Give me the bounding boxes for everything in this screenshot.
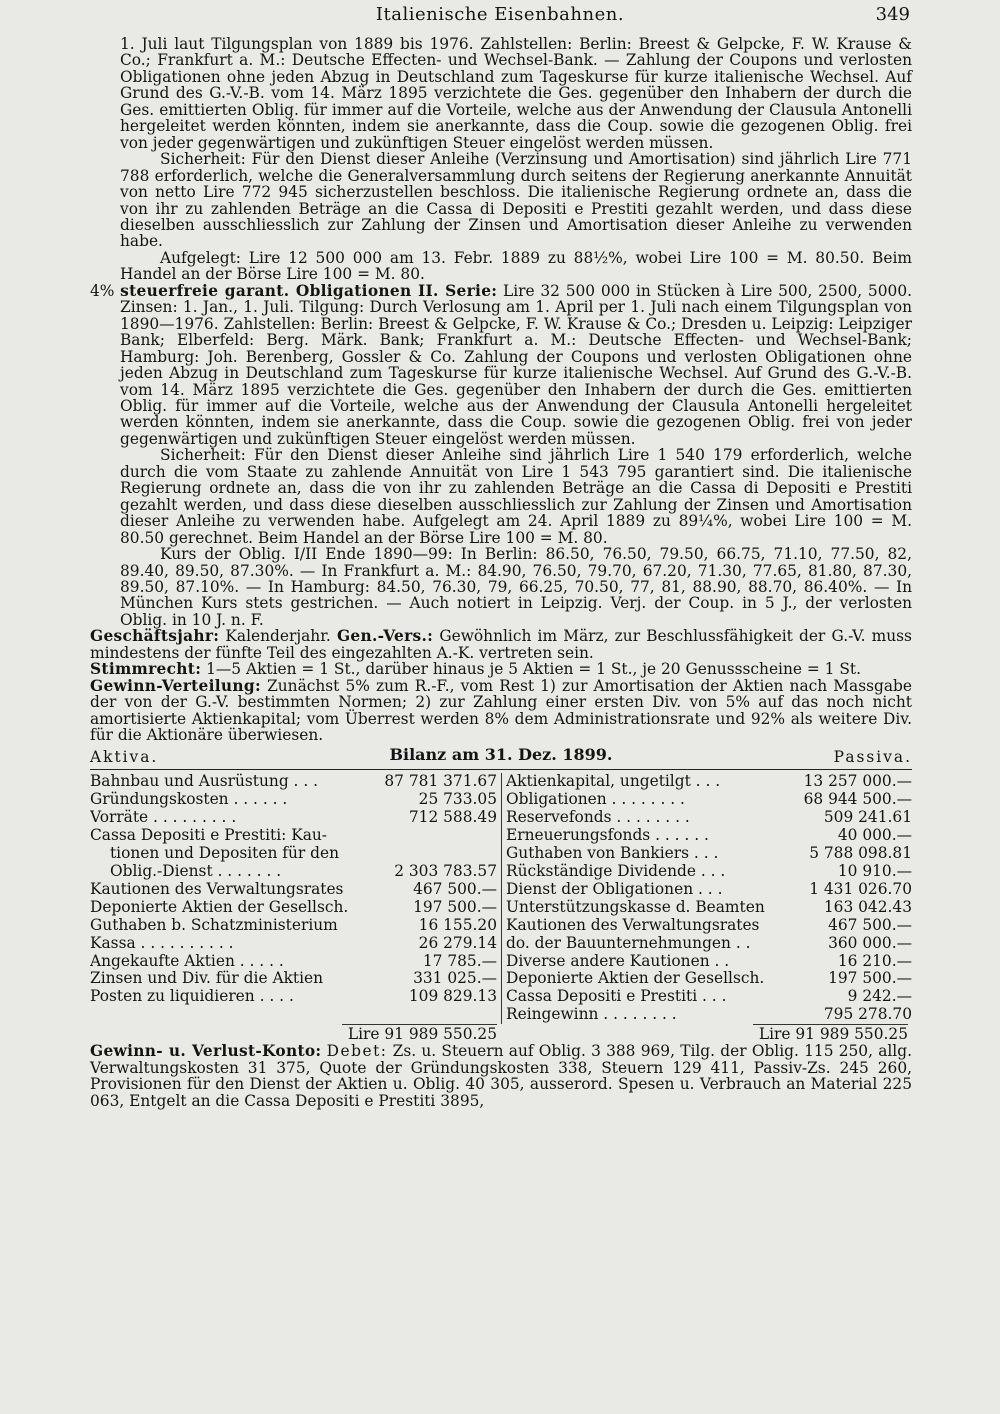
aktiva-row bbox=[90, 845, 497, 863]
gen-vers-heading: Gen.-Vers.: bbox=[336, 627, 434, 646]
aktiva-row bbox=[90, 899, 497, 917]
passiva-row-label: Diverse andere Kautionen . . bbox=[506, 952, 730, 970]
gewinn-verteilung-heading: Gewinn-Verteilung: bbox=[90, 676, 261, 695]
passiva-row-amount: 467 500.— bbox=[828, 915, 912, 934]
aktiva-row-label: Kassa . . . . . . . . . . bbox=[90, 934, 234, 952]
paragraph-zahlstellen: 1. Juli laut Tilgungsplan von 1889 bis 1976. Zahlstellen: Berlin: Breest & Gelpcke, F. W. Krause & Co.; Frankfurt a. M.: Deutsche Effecten- und Wechsel-Bank. — Zahlung der Coupons und verlosten Obligationen ohne jeden Abzug in Deutschland zum Tageskurse für kurze italienische Wechsel. Auf Grund des G.-V.-B. vom 14. März 1895 verzichtete die Ges. gegenüber den Inhabern der durch die Ges. emittierten Oblig. für immer auf die Vorteile, welche aus der Anwendung der Clausula Antonelli hergeleitet werden könnten, indem sie anerkannte, dass die Coup. sowie die gezogenen Oblig. frei von jeder gegenwärtigen und zukünftigen Steuer eingelöst werden müssen. bbox=[120, 35, 912, 152]
bilanz-totals bbox=[90, 1024, 912, 1043]
bilanz-title: Bilanz am 31. Dez. 1899. bbox=[389, 745, 613, 765]
passiva-row-label: Guthaben von Bankiers . . . bbox=[506, 845, 719, 863]
aktiva-total: Lire 91 989 550.25 bbox=[342, 1024, 497, 1043]
passiva-row bbox=[506, 791, 912, 809]
passiva-row-label: Kautionen des Verwaltungsrates bbox=[506, 916, 760, 934]
aktiva-row-label: Zinsen und Div. für die Aktien bbox=[90, 970, 324, 988]
passiva-label: Passiva. bbox=[833, 748, 912, 767]
aktiva-row-label: Angekaufte Aktien . . . . . bbox=[90, 952, 284, 970]
passiva-row-amount: 163 042.43 bbox=[823, 897, 912, 916]
bilanz-table bbox=[90, 773, 912, 1024]
paragraph-kurs: Kurs der Oblig. I/II Ende 1890—99: In Berlin: 86.50, 76.50, 79.50, 66.75, 71.10, 77.50, 82, 89.40, 89.50, 87.30%. — In Frankfurt a. M.: 84.90, 76.50, 79.70, 67.20, 71.30, 77.65, 81.80, 87.30, 89.50, 87.10%. — In Hamburg: 84.50, 76.30, 79, 66.25, 70.50, 77, 81, 88.90, 88.70, 86.40%. — In München Kurs stets gestrichen. — Auch notiert in Leipzig. Verj. der Coup. in 5 J., der verlosten Oblig. in 10 J. n. F. bbox=[120, 545, 912, 629]
aktiva-row bbox=[90, 827, 497, 845]
passiva-row-label: Aktienkapital, ungetilgt . . . bbox=[506, 773, 721, 791]
paragraph-aufgelegt-1: Aufgelegt: Lire 12 500 000 am 13. Febr. 1889 zu 88½%, wobei Lire 100 = M. 80.50. Beim Handel an der Börse Lire 100 = M. 80. bbox=[120, 248, 912, 284]
passiva-row-amount: 360 000.— bbox=[828, 933, 912, 952]
aktiva-row bbox=[90, 791, 497, 809]
stimmrecht-heading: Stimmrecht: bbox=[90, 660, 202, 679]
aktiva-row bbox=[90, 970, 497, 988]
passiva-row bbox=[506, 845, 912, 863]
passiva-row bbox=[506, 970, 912, 988]
aktiva-row-amount bbox=[397, 827, 497, 845]
aktiva-row-amount: 197 500.— bbox=[413, 897, 497, 916]
paragraph-sicherheit-1: Sicherheit: Für den Dienst dieser Anleihe (Verzinsung und Amortisation) sind jährlich Lire 771 788 erforderlich, welche die Generalversammlung durch seitens der Regierung anerkannte Annuität von netto Lire 772 945 sicherzustellen beschloss. Die italienische Regierung ordnete an, dass die von ihr zu zahlenden Beträge an die Cassa di Depositi e Prestiti gezahlt werden, und dass diese dieselben ausschliesslich zur Zahlung der Zinsen und Amortisation dieser Anleihe zu verwenden habe. bbox=[120, 150, 912, 251]
passiva-row-label: Rückständige Dividende . . . bbox=[506, 863, 726, 881]
aktiva-row bbox=[90, 863, 497, 881]
gewinn-verlust-heading: Gewinn- u. Verlust-Konto: bbox=[90, 1042, 322, 1061]
aktiva-column bbox=[90, 773, 502, 1024]
geschaeftsjahr-heading: Geschäftsjahr: bbox=[90, 627, 220, 646]
passiva-row-label: Dienst der Obligationen . . . bbox=[506, 880, 723, 898]
aktiva-row-label: Cassa Depositi e Prestiti: Kau- bbox=[90, 827, 327, 845]
aktiva-row bbox=[90, 917, 497, 935]
aktiva-row-amount: 87 781 371.67 bbox=[384, 772, 497, 791]
passiva-row-amount: 9 242.— bbox=[847, 987, 912, 1006]
passiva-row-amount: 16 210.— bbox=[837, 951, 912, 970]
gewinn-verlust-body: Zs. u. Steuern auf Oblig. 3 388 969, Tilg. der Oblig. 115 250, allg. Verwaltungskosten 31 375, Quote der Gründungskosten 338, Steuern 129 411, Passiv-Zs. 245 260, Provisionen für den Dienst der Aktien u. Oblig. 40 305, ausserord. Spesen u. Verbrauch an Material 225 063, Entgelt an die Cassa Depositi e Prestiti 3895, bbox=[90, 1042, 912, 1110]
passiva-row-label: Unterstützungskasse d. Beamten bbox=[506, 898, 765, 916]
aktiva-row-label: Gründungskosten . . . . . . bbox=[90, 791, 288, 809]
aktiva-row-label: Bahnbau und Ausrüstung . . . bbox=[90, 773, 319, 791]
debet-label: Debet: bbox=[326, 1042, 388, 1061]
aktiva-row-amount: 331 025.— bbox=[413, 969, 497, 988]
paragraph-stimmrecht bbox=[90, 661, 912, 677]
passiva-row-amount: 13 257 000.— bbox=[803, 772, 912, 791]
passiva-row-amount: 10 910.— bbox=[837, 862, 912, 881]
aktiva-row bbox=[90, 953, 497, 971]
aktiva-row-amount: 109 829.13 bbox=[408, 987, 497, 1006]
passiva-row-label: Cassa Depositi e Prestiti . . . bbox=[506, 988, 727, 1006]
page-number: 349 bbox=[875, 4, 910, 25]
passiva-row-amount: 795 278.70 bbox=[823, 1005, 912, 1024]
aktiva-row-label: Deponierte Aktien der Gesellsch. bbox=[90, 898, 349, 916]
passiva-row-label: Erneuerungsfonds . . . . . . bbox=[506, 827, 709, 845]
passiva-column bbox=[502, 773, 912, 1024]
passiva-row bbox=[506, 773, 912, 791]
aktiva-row bbox=[90, 988, 497, 1006]
geschaeftsjahr-value: Kalenderjahr. bbox=[225, 627, 331, 646]
gen-vers-body: Gewöhnlich im März, zur Beschlussfähigkeit der G.-V. muss mindestens der fünfte Teil des eingezahlten A.-K. vertreten sein. bbox=[90, 627, 912, 662]
passiva-row-label: Obligationen . . . . . . . . bbox=[506, 791, 685, 809]
obligationen-body: Lire 32 500 000 in Stücken à Lire 500, 2500, 5000. Zinsen: 1. Jan., 1. Juli. Tilgung: Durch Verlosung am 1. April per 1. Juli nach einem Tilgungsplan von 1890—1976. Zahlstellen: Berlin: Breest & Gelpcke, F. W. Krause & Co.; Dresden u. Leipzig: Leipziger Bank; Elberfeld: Berg. Märk. Bank; Frankfurt a. M.: Deutsche Effecten- und Wechsel-Bank; Hamburg: Joh. Berenberg, Gossler & Co. Zahlung der Coupons und verlosten Obligationen ohne jeden Abzug in Deutschland zum Tageskurse für kurze italienische Wechsel. Auf Grund des G.-V.-B. vom 14. März 1895 verzichtete die Ges. gegenüber den Inhabern der durch die Ges. emittierten Oblig. für immer auf die Vorteile, welche aus der Anwendung der Clausula Antonelli hergeleitet werden könnten, indem sie anerkannte, dass die Coup. sowie die gezogenen Oblig. frei von jeder gegenwärtigen und zukünftigen Steuer eingelöst werden müssen. bbox=[120, 281, 912, 448]
passiva-row-amount: 5 788 098.81 bbox=[809, 844, 912, 863]
percent-lead: 4% bbox=[90, 281, 115, 300]
paragraph-geschaeftsjahr bbox=[90, 628, 912, 661]
passiva-row-label: do. der Bauunternehmungen . . bbox=[506, 934, 751, 952]
passiva-row bbox=[506, 1006, 912, 1024]
aktiva-row-amount: 26 279.14 bbox=[418, 933, 497, 952]
passiva-row bbox=[506, 881, 912, 899]
aktiva-row bbox=[90, 773, 497, 791]
passiva-row bbox=[506, 863, 912, 881]
page-header bbox=[90, 4, 910, 30]
passiva-row-label: Reservefonds . . . . . . . . bbox=[506, 809, 690, 827]
passiva-row-amount: 197 500.— bbox=[828, 969, 912, 988]
aktiva-row-label: Kautionen des Verwaltungsrates bbox=[90, 880, 344, 898]
page-body bbox=[90, 36, 912, 1109]
aktiva-row-label: tionen und Depositen für den bbox=[110, 845, 339, 863]
aktiva-row bbox=[90, 809, 497, 827]
aktiva-row-amount: 25 733.05 bbox=[418, 790, 497, 809]
aktiva-label: Aktiva. bbox=[90, 748, 159, 767]
aktiva-row-label: Oblig.-Dienst . . . . . . . bbox=[110, 863, 282, 881]
aktiva-row-amount: 17 785.— bbox=[422, 951, 497, 970]
running-title: Italienische Eisenbahnen. bbox=[375, 4, 625, 25]
aktiva-row bbox=[90, 881, 497, 899]
passiva-row bbox=[506, 899, 912, 917]
aktiva-row-label: Posten zu liquidieren . . . . bbox=[90, 988, 294, 1006]
passiva-row-amount: 68 944 500.— bbox=[803, 790, 912, 809]
stimmrecht-body: 1—5 Aktien = 1 St., darüber hinaus je 5 Aktien = 1 St., je 20 Genussscheine = 1 St. bbox=[206, 660, 861, 679]
aktiva-row-amount: 16 155.20 bbox=[418, 915, 497, 934]
passiva-row bbox=[506, 953, 912, 971]
passiva-row-amount: 1 431 026.70 bbox=[809, 879, 912, 898]
passiva-row bbox=[506, 988, 912, 1006]
passiva-row bbox=[506, 827, 912, 845]
passiva-row bbox=[506, 809, 912, 827]
paragraph-sicherheit-2: Sicherheit: Für den Dienst dieser Anleihe sind jährlich Lire 1 540 179 erforderlich, welche durch die vom Staate zu zahlende Annuität von Lire 1 543 795 garantiert sind. Die italienische Regierung ordnete an, dass die von ihr zu zahlenden Beträge an die Cassa di Depositi e Prestiti gezahlt werden, und dass diese dieselben ausschliesslich zur Zahlung der Zinsen und Amortisation dieser Anleihe zu verwenden habe. Aufgelegt am 24. April 1889 zu 89¼%, wobei Lire 100 = M. 80.50 gerechnet. Beim Handel an der Börse Lire 100 = M. 80. bbox=[120, 446, 912, 547]
passiva-row bbox=[506, 917, 912, 935]
aktiva-row-amount: 2 303 783.57 bbox=[394, 862, 497, 881]
paragraph-gewinn-verlust bbox=[90, 1043, 912, 1109]
passiva-row-amount: 40 000.— bbox=[837, 826, 912, 845]
passiva-row-label: Reingewinn . . . . . . . . bbox=[506, 1006, 677, 1024]
aktiva-row-amount: 712 588.49 bbox=[408, 808, 497, 827]
aktiva-row bbox=[90, 935, 497, 953]
aktiva-row-label: Guthaben b. Schatzministerium bbox=[90, 916, 338, 934]
gewinn-verteilung-body: Zunächst 5% zum R.-F., vom Rest 1) zur Amortisation der Aktien nach Massgabe der von der G.-V. bestimmten Normen; 2) zur Zahlung einer ersten Div. von 5% auf das noch nicht amortisierte Aktienkapital; vom Überrest werden 8% dem Administrationsrate und 92% als weitere Div. für die Aktionäre überwiesen. bbox=[90, 676, 912, 745]
aktiva-row-amount bbox=[397, 845, 497, 863]
passiva-row-amount: 509 241.61 bbox=[823, 808, 912, 827]
passiva-row-label: Deponierte Aktien der Gesellsch. bbox=[506, 970, 765, 988]
passiva-total: Lire 91 989 550.25 bbox=[753, 1024, 908, 1043]
paragraph-obligationen-ii bbox=[90, 283, 912, 448]
bilanz-heading-row bbox=[90, 747, 912, 769]
paragraph-gewinn-verteilung bbox=[90, 678, 912, 744]
aktiva-row-amount: 467 500.— bbox=[413, 879, 497, 898]
passiva-row bbox=[506, 935, 912, 953]
aktiva-row-label: Vorräte . . . . . . . . . bbox=[90, 809, 237, 827]
obligationen-heading: steuerfreie garant. Obligationen II. Serie: bbox=[120, 281, 498, 300]
